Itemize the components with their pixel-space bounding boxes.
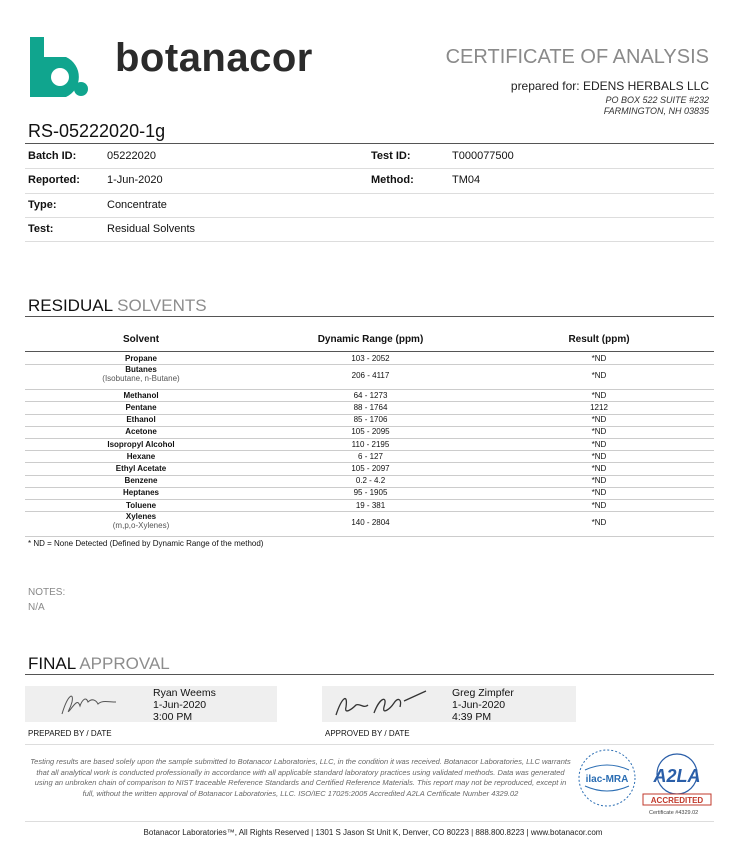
method-value: TM04 [452, 174, 481, 186]
solvent-cell [25, 488, 257, 497]
result-cell: *ND [591, 463, 607, 473]
table-row [25, 401, 714, 414]
solvent-cell [25, 415, 257, 424]
solvent-name: Pentane [125, 402, 157, 412]
preparer-time: 3:00 PM [153, 711, 193, 723]
solvent-cell [25, 391, 257, 400]
divider [25, 674, 714, 675]
result-cell: *ND [591, 390, 607, 400]
table-row [25, 487, 714, 500]
meta-row-type [25, 193, 714, 217]
client-name: EDENS HERBALS LLC [582, 79, 709, 93]
residual-title-bold: RESIDUAL [28, 296, 113, 315]
dynamic-range-cell: 6 - 127 [358, 451, 383, 461]
preparer-name: Ryan Weems [153, 687, 216, 699]
result-cell: 1212 [590, 402, 608, 412]
table-row [25, 414, 714, 427]
approver-time: 4:39 PM [452, 711, 492, 723]
residual-title-light: SOLVENTS [117, 296, 207, 315]
result-cell: *ND [591, 427, 607, 437]
solvent-name: Isopropyl Alcohol [107, 439, 175, 449]
solvent-name: Toluene [125, 500, 157, 510]
solvent-cell [25, 403, 257, 412]
ilac-mra-logo [577, 748, 637, 808]
dynamic-range-cell: 110 - 2195 [351, 439, 390, 449]
solvent-cell [25, 440, 257, 449]
a2la-accredited-logo [641, 752, 713, 808]
dynamic-range-cell: 103 - 2052 [351, 353, 390, 363]
type-value: Concentrate [107, 199, 167, 211]
approval-title-bold: FINAL [28, 654, 76, 673]
solvent-cell [25, 354, 257, 363]
table-row [25, 462, 714, 475]
nd-footnote: * ND = None Detected (Defined by Dynamic Range of the method) [28, 539, 264, 548]
result-cell: *ND [591, 500, 607, 510]
client-address-line1: PO BOX 522 SUITE #232 [605, 95, 709, 105]
preparer-details [153, 687, 216, 723]
test-id-value: T000077500 [452, 150, 514, 162]
approved-by-label: APPROVED BY / DATE [325, 729, 410, 738]
table-row [25, 475, 714, 488]
solvent-name: Butanes [125, 365, 157, 375]
solvent-cell [25, 427, 257, 436]
table-row [25, 364, 714, 390]
table-row [25, 389, 714, 402]
solvent-name: Hexane [126, 451, 156, 461]
dynamic-range-cell: 0.2 - 4.2 [355, 476, 386, 486]
accredited-text: ACCREDITED [650, 796, 704, 805]
result-cell: *ND [591, 353, 607, 363]
dynamic-range-cell: 206 - 4117 [351, 371, 390, 381]
preparer-signature-icon [58, 688, 120, 720]
result-cell: *ND [591, 488, 607, 498]
dynamic-range-cell: 88 - 1764 [353, 402, 388, 412]
table-row [25, 511, 714, 537]
solvent-name: Ethanol [126, 415, 156, 425]
botanacor-logo-icon [28, 35, 90, 97]
meta-row-batch [25, 144, 714, 168]
client-address-line2: FARMINGTON, NH 03835 [603, 106, 709, 116]
dynamic-range-cell: 105 - 2095 [351, 427, 390, 437]
result-cell: *ND [591, 451, 607, 461]
solvent-name: Ethyl Acetate [115, 463, 167, 473]
dynamic-range-cell: 105 - 2097 [351, 463, 390, 473]
solvent-cell [25, 452, 257, 461]
approver-details [452, 687, 514, 723]
dynamic-range-cell: 19 - 381 [355, 500, 386, 510]
certificate-title: CERTIFICATE OF ANALYSIS [445, 46, 709, 68]
col-header-range: Dynamic Range (ppm) [317, 334, 424, 345]
prepared-by-label: PREPARED BY / DATE [28, 729, 112, 738]
solvent-subname: (Isobutane, n-Butane) [102, 374, 180, 384]
divider [25, 241, 714, 242]
notes-label: NOTES: [28, 587, 66, 598]
result-cell: *ND [591, 518, 607, 528]
certificate-number: Certificate #4329.02 [649, 810, 699, 816]
solvent-cell [25, 512, 257, 530]
divider [25, 821, 714, 822]
approver-name: Greg Zimpfer [452, 687, 514, 699]
result-cell: *ND [591, 439, 607, 449]
a2la-text: A2LA [653, 766, 701, 786]
solvent-cell [25, 501, 257, 510]
divider [25, 744, 714, 745]
footer-text: Botanacor Laboratories™, All Rights Reserved | 1301 S Jason St Unit K, Denver, CO 80223 | 888.800.8223 | www.botanacor.com [143, 828, 603, 837]
solvent-name: Acetone [125, 427, 157, 437]
result-cell: *ND [591, 371, 607, 381]
dynamic-range-cell: 95 - 1905 [353, 488, 388, 498]
type-label: Type: [28, 199, 57, 211]
solvent-subname: (m,p,o-Xylenes) [112, 521, 170, 531]
solvent-cell [25, 464, 257, 473]
prepared-for-label: prepared for: [510, 79, 580, 93]
batch-label: Batch ID: [28, 150, 77, 162]
result-cell: *ND [591, 476, 607, 486]
reported-label: Reported: [28, 174, 80, 186]
meta-row-test [25, 217, 714, 241]
dynamic-range-cell: 85 - 1706 [353, 415, 388, 425]
table-row [25, 426, 714, 439]
col-header-result: Result (ppm) [568, 334, 630, 345]
dynamic-range-cell: 140 - 2804 [351, 518, 390, 528]
table-row [25, 450, 714, 463]
solvent-cell [25, 476, 257, 485]
dynamic-range-cell: 64 - 1273 [353, 390, 388, 400]
meta-row-reported [25, 168, 714, 192]
test-id-label: Test ID: [371, 150, 411, 162]
test-label: Test: [28, 223, 54, 235]
disclaimer-text: Testing results are based solely upon the sample submitted to Botanacor Laboratories, LLC, in the condition it was received. Botanacor Laboratories, LLC warrants that all analytical work is conducted professionally in accordance with all applicable standard laboratory practices using validated methods. Data was generated using an unbroken chain of comparison to NIST traceable Reference Standards and Certified Reference Materials. This report may not be reproduced, except in full, without the written approval of Botanacor Laboratories, LLC. ISO/IEC 17025:2005 Accredited A2LA Certificate Number 4329.02 [30, 757, 571, 798]
batch-value: 05222020 [107, 150, 156, 162]
test-value: Residual Solvents [107, 223, 196, 235]
sample-id: RS-05222020-1g [28, 121, 166, 141]
notes-value: N/A [28, 602, 45, 613]
ilac-text: ilac-MRA [585, 774, 629, 785]
approver-date: 1-Jun-2020 [452, 699, 506, 711]
approver-signature-icon [330, 687, 432, 721]
solvent-name: Propane [124, 353, 157, 363]
col-header-solvent: Solvent [122, 334, 160, 345]
solvent-name: Benzene [124, 476, 158, 486]
approval-title-light: APPROVAL [79, 654, 170, 673]
reported-value: 1-Jun-2020 [107, 174, 163, 186]
residual-solvents-title [28, 296, 207, 316]
method-label: Method: [371, 174, 414, 186]
prepared-for [511, 79, 709, 93]
solvent-name: Xylenes [125, 512, 157, 522]
preparer-date: 1-Jun-2020 [153, 699, 207, 711]
solvent-cell [25, 365, 257, 383]
divider [25, 316, 714, 317]
final-approval-title [28, 654, 170, 674]
result-cell: *ND [591, 415, 607, 425]
solvent-name: Heptanes [122, 488, 159, 498]
brand-name: botanacor [115, 36, 313, 80]
solvent-name: Methanol [123, 390, 159, 400]
